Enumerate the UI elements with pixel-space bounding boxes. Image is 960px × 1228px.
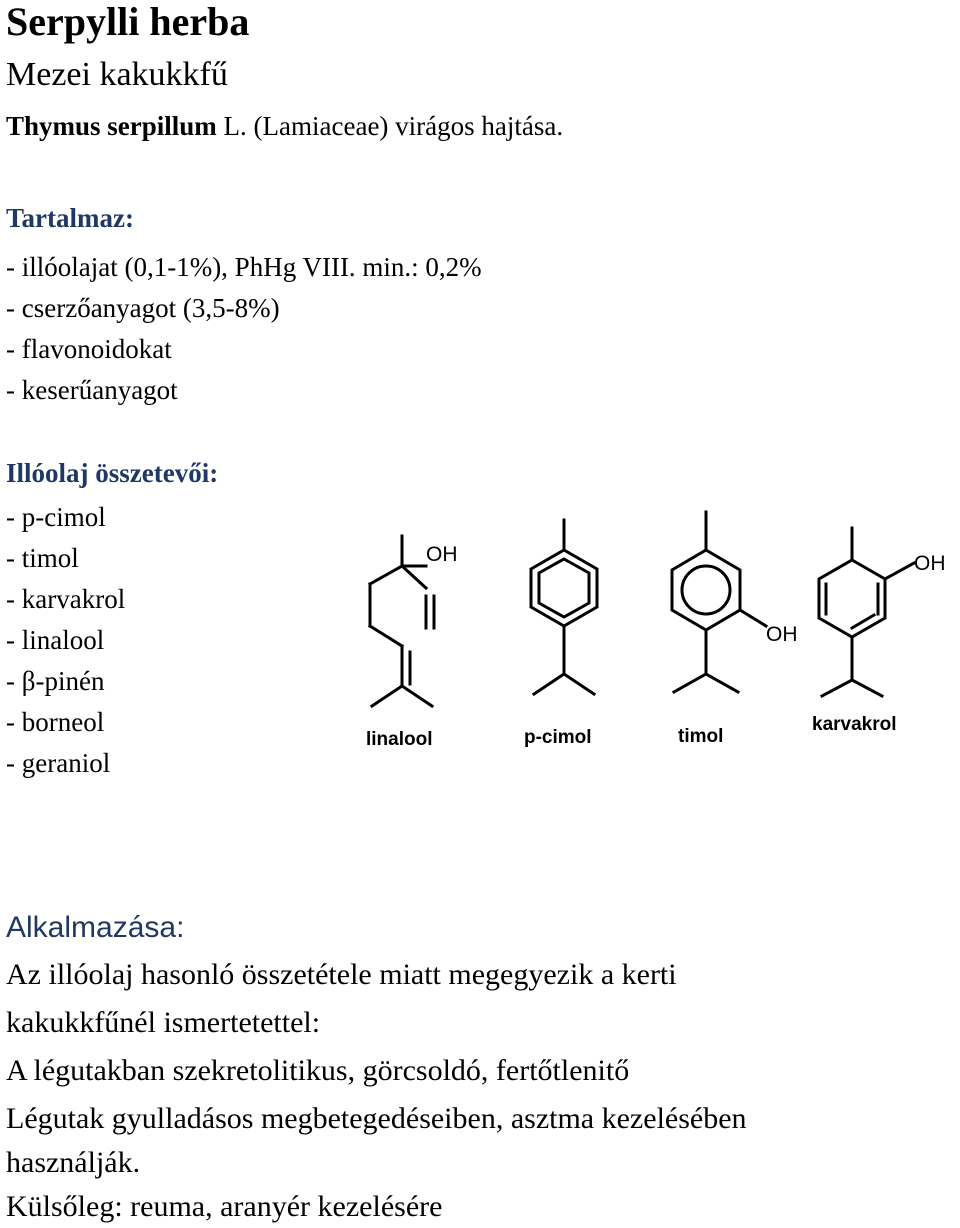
contents-item: - flavonoidokat: [6, 334, 172, 364]
oil-item: - linalool: [6, 625, 105, 655]
latin-name: Thymus serpillum: [6, 111, 217, 141]
p-cimol-label: p-cimol: [524, 727, 592, 748]
oil-item: - β-pinén: [6, 666, 105, 696]
karvakrol-label: karvakrol: [812, 714, 897, 735]
timol-structure: [672, 512, 766, 692]
page-title: Serpylli herba: [6, 0, 250, 44]
oil-item: - timol: [6, 543, 79, 573]
latin-description: L. (Lamiaceae) virágos hajtása.: [216, 111, 564, 141]
contents-item: - illóolajat (0,1-1%), PhHg VIII. min.: 0,2%: [6, 252, 482, 282]
application-line: Külsőleg: reuma, aranyér kezelésére: [6, 1190, 443, 1223]
oil-item: - karvakrol: [6, 584, 126, 614]
timol-label: timol: [678, 726, 724, 747]
oil-item: - borneol: [6, 707, 105, 737]
oil-item: - p-cimol: [6, 502, 106, 532]
linalool-label: linalool: [366, 729, 433, 750]
oil-item: - geraniol: [6, 748, 111, 778]
contents-heading: Tartalmaz:: [6, 203, 134, 233]
application-line: használják.: [6, 1146, 141, 1179]
timol-oh-label: OH: [766, 623, 798, 646]
application-heading: Alkalmazása:: [6, 911, 185, 944]
linalool-oh-label: OH: [426, 543, 458, 566]
linalool-structure: [370, 536, 434, 706]
p-cimol-structure: [531, 520, 597, 694]
application-line: Az illóolaj hasonló összetétele miatt megegyezik a kerti: [6, 958, 677, 991]
contents-item: - cserzőanyagot (3,5-8%): [6, 293, 280, 323]
application-line: kakukkfűnél ismertetettel:: [6, 1006, 321, 1039]
application-line: A légutakban szekretolitikus, görcsoldó, fertőtlenitő: [6, 1054, 630, 1087]
oil-heading: Illóolaj összetevői:: [6, 458, 219, 488]
karvakrol-structure: [819, 528, 914, 696]
karvakrol-oh-label: OH: [914, 552, 946, 575]
contents-item: - keserűanyagot: [6, 375, 178, 405]
application-line: Légutak gyulladásos megbetegedéseiben, asztma kezelésében: [6, 1102, 747, 1135]
page-subtitle: Mezei kakukkfű: [6, 56, 228, 93]
